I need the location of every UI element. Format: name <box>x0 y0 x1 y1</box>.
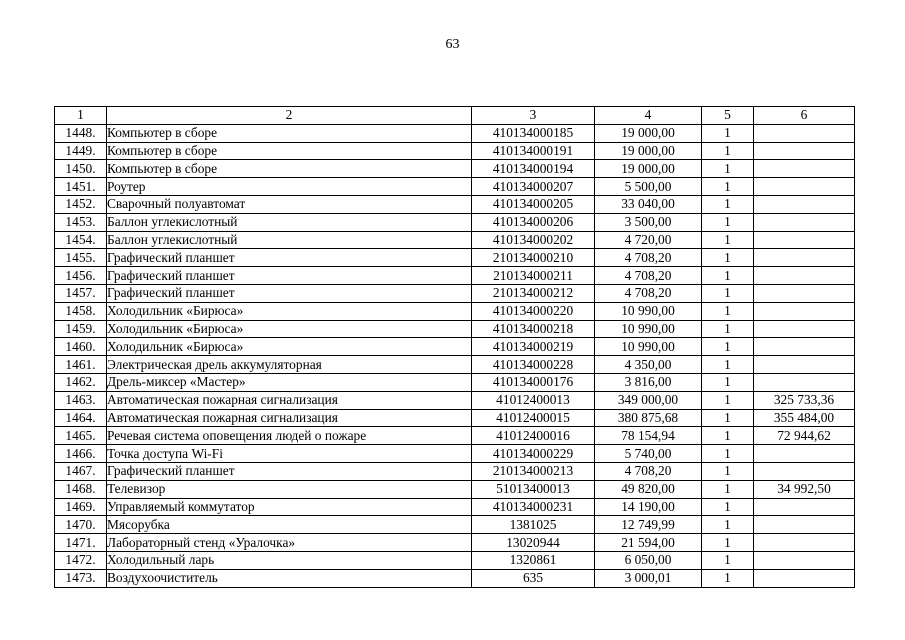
residual-value-cell <box>754 178 855 196</box>
column-header-6: 6 <box>754 107 855 125</box>
row-number-cell: 1456. <box>55 267 107 285</box>
row-number-cell: 1452. <box>55 195 107 213</box>
residual-value-cell <box>754 302 855 320</box>
cost-cell: 5 500,00 <box>595 178 702 196</box>
item-name-cell: Компьютер в сборе <box>107 142 472 160</box>
quantity-cell: 1 <box>702 427 754 445</box>
cost-cell: 12 749,99 <box>595 516 702 534</box>
row-number-cell: 1453. <box>55 213 107 231</box>
item-name-cell: Электрическая дрель аккумуляторная <box>107 356 472 374</box>
cost-cell: 3 000,01 <box>595 569 702 587</box>
item-name-cell: Холодильник «Бирюса» <box>107 302 472 320</box>
residual-value-cell <box>754 462 855 480</box>
residual-value-cell <box>754 213 855 231</box>
quantity-cell: 1 <box>702 569 754 587</box>
cost-cell: 19 000,00 <box>595 124 702 142</box>
cost-cell: 380 875,68 <box>595 409 702 427</box>
inventory-number-cell: 13020944 <box>472 534 595 552</box>
inventory-number-cell: 410134000206 <box>472 213 595 231</box>
quantity-cell: 1 <box>702 409 754 427</box>
item-name-cell: Дрель-миксер «Мастер» <box>107 373 472 391</box>
item-name-cell: Автоматическая пожарная сигнализация <box>107 391 472 409</box>
quantity-cell: 1 <box>702 391 754 409</box>
cost-cell: 19 000,00 <box>595 160 702 178</box>
residual-value-cell <box>754 231 855 249</box>
quantity-cell: 1 <box>702 498 754 516</box>
quantity-cell: 1 <box>702 551 754 569</box>
table-row <box>55 178 855 196</box>
item-name-cell: Телевизор <box>107 480 472 498</box>
table-row <box>55 534 855 552</box>
cost-cell: 4 708,20 <box>595 284 702 302</box>
column-header-1: 1 <box>55 107 107 125</box>
residual-value-cell: 325 733,36 <box>754 391 855 409</box>
table-row <box>55 160 855 178</box>
cost-cell: 4 350,00 <box>595 356 702 374</box>
inventory-number-cell: 410134000176 <box>472 373 595 391</box>
item-name-cell: Холодильник «Бирюса» <box>107 320 472 338</box>
item-name-cell: Холодильник «Бирюса» <box>107 338 472 356</box>
cost-cell: 4 708,20 <box>595 267 702 285</box>
table-row <box>55 462 855 480</box>
table-row <box>55 195 855 213</box>
header-row <box>55 107 855 125</box>
quantity-cell: 1 <box>702 231 754 249</box>
quantity-cell: 1 <box>702 480 754 498</box>
cost-cell: 10 990,00 <box>595 338 702 356</box>
cost-cell: 5 740,00 <box>595 445 702 463</box>
cost-cell: 19 000,00 <box>595 142 702 160</box>
quantity-cell: 1 <box>702 534 754 552</box>
item-name-cell: Графический планшет <box>107 284 472 302</box>
inventory-number-cell: 635 <box>472 569 595 587</box>
table-row <box>55 480 855 498</box>
row-number-cell: 1451. <box>55 178 107 196</box>
row-number-cell: 1464. <box>55 409 107 427</box>
residual-value-cell: 34 992,50 <box>754 480 855 498</box>
row-number-cell: 1449. <box>55 142 107 160</box>
quantity-cell: 1 <box>702 213 754 231</box>
row-number-cell: 1470. <box>55 516 107 534</box>
residual-value-cell <box>754 195 855 213</box>
inventory-number-cell: 410134000207 <box>472 178 595 196</box>
row-number-cell: 1463. <box>55 391 107 409</box>
inventory-number-cell: 410134000194 <box>472 160 595 178</box>
cost-cell: 78 154,94 <box>595 427 702 445</box>
residual-value-cell <box>754 320 855 338</box>
quantity-cell: 1 <box>702 338 754 356</box>
column-header-3: 3 <box>472 107 595 125</box>
item-name-cell: Речевая система оповещения людей о пожаре <box>107 427 472 445</box>
cost-cell: 4 720,00 <box>595 231 702 249</box>
quantity-cell: 1 <box>702 142 754 160</box>
row-number-cell: 1471. <box>55 534 107 552</box>
table-row <box>55 445 855 463</box>
row-number-cell: 1473. <box>55 569 107 587</box>
residual-value-cell <box>754 356 855 374</box>
inventory-number-cell: 1320861 <box>472 551 595 569</box>
table-row <box>55 569 855 587</box>
table-row <box>55 231 855 249</box>
inventory-number-cell: 410134000205 <box>472 195 595 213</box>
item-name-cell: Управляемый коммутатор <box>107 498 472 516</box>
residual-value-cell <box>754 124 855 142</box>
inventory-number-cell: 410134000191 <box>472 142 595 160</box>
item-name-cell: Роутер <box>107 178 472 196</box>
quantity-cell: 1 <box>702 195 754 213</box>
cost-cell: 49 820,00 <box>595 480 702 498</box>
row-number-cell: 1459. <box>55 320 107 338</box>
row-number-cell: 1448. <box>55 124 107 142</box>
cost-cell: 3 816,00 <box>595 373 702 391</box>
row-number-cell: 1455. <box>55 249 107 267</box>
cost-cell: 4 708,20 <box>595 462 702 480</box>
inventory-number-cell: 410134000202 <box>472 231 595 249</box>
table-row <box>55 551 855 569</box>
table-row <box>55 373 855 391</box>
table-row <box>55 302 855 320</box>
item-name-cell: Баллон углекислотный <box>107 231 472 249</box>
item-name-cell: Графический планшет <box>107 462 472 480</box>
residual-value-cell <box>754 284 855 302</box>
cost-cell: 6 050,00 <box>595 551 702 569</box>
table-row <box>55 409 855 427</box>
inventory-number-cell: 410134000231 <box>472 498 595 516</box>
residual-value-cell <box>754 338 855 356</box>
inventory-number-cell: 410134000218 <box>472 320 595 338</box>
table-row <box>55 267 855 285</box>
table-row <box>55 142 855 160</box>
quantity-cell: 1 <box>702 160 754 178</box>
quantity-cell: 1 <box>702 284 754 302</box>
item-name-cell: Точка доступа Wi-Fi <box>107 445 472 463</box>
residual-value-cell <box>754 551 855 569</box>
cost-cell: 14 190,00 <box>595 498 702 516</box>
table-row <box>55 356 855 374</box>
row-number-cell: 1461. <box>55 356 107 374</box>
residual-value-cell <box>754 160 855 178</box>
cost-cell: 21 594,00 <box>595 534 702 552</box>
quantity-cell: 1 <box>702 178 754 196</box>
inventory-number-cell: 210134000213 <box>472 462 595 480</box>
inventory-number-cell: 41012400015 <box>472 409 595 427</box>
inventory-number-cell: 1381025 <box>472 516 595 534</box>
table-row <box>55 249 855 267</box>
row-number-cell: 1462. <box>55 373 107 391</box>
quantity-cell: 1 <box>702 462 754 480</box>
item-name-cell: Лабораторный стенд «Уралочка» <box>107 534 472 552</box>
item-name-cell: Мясорубка <box>107 516 472 534</box>
item-name-cell: Компьютер в сборе <box>107 124 472 142</box>
inventory-number-cell: 210134000212 <box>472 284 595 302</box>
row-number-cell: 1457. <box>55 284 107 302</box>
residual-value-cell <box>754 569 855 587</box>
residual-value-cell <box>754 267 855 285</box>
row-number-cell: 1466. <box>55 445 107 463</box>
item-name-cell: Сварочный полуавтомат <box>107 195 472 213</box>
table-row <box>55 320 855 338</box>
table-header <box>55 107 855 125</box>
residual-value-cell <box>754 516 855 534</box>
table-row <box>55 124 855 142</box>
quantity-cell: 1 <box>702 445 754 463</box>
item-name-cell: Графический планшет <box>107 267 472 285</box>
row-number-cell: 1458. <box>55 302 107 320</box>
quantity-cell: 1 <box>702 373 754 391</box>
cost-cell: 349 000,00 <box>595 391 702 409</box>
table-body <box>55 124 855 587</box>
row-number-cell: 1450. <box>55 160 107 178</box>
residual-value-cell <box>754 445 855 463</box>
quantity-cell: 1 <box>702 302 754 320</box>
item-name-cell: Графический планшет <box>107 249 472 267</box>
quantity-cell: 1 <box>702 356 754 374</box>
row-number-cell: 1469. <box>55 498 107 516</box>
table-row <box>55 498 855 516</box>
cost-cell: 10 990,00 <box>595 320 702 338</box>
row-number-cell: 1472. <box>55 551 107 569</box>
row-number-cell: 1465. <box>55 427 107 445</box>
table-row <box>55 338 855 356</box>
row-number-cell: 1460. <box>55 338 107 356</box>
table-row <box>55 391 855 409</box>
inventory-number-cell: 41012400013 <box>472 391 595 409</box>
residual-value-cell <box>754 534 855 552</box>
row-number-cell: 1468. <box>55 480 107 498</box>
residual-value-cell: 355 484,00 <box>754 409 855 427</box>
residual-value-cell: 72 944,62 <box>754 427 855 445</box>
quantity-cell: 1 <box>702 320 754 338</box>
cost-cell: 4 708,20 <box>595 249 702 267</box>
column-header-5: 5 <box>702 107 754 125</box>
inventory-number-cell: 410134000220 <box>472 302 595 320</box>
table-row <box>55 213 855 231</box>
quantity-cell: 1 <box>702 516 754 534</box>
item-name-cell: Автоматическая пожарная сигнализация <box>107 409 472 427</box>
cost-cell: 33 040,00 <box>595 195 702 213</box>
inventory-number-cell: 210134000210 <box>472 249 595 267</box>
item-name-cell: Баллон углекислотный <box>107 213 472 231</box>
page-number: 63 <box>445 37 460 52</box>
item-name-cell: Компьютер в сборе <box>107 160 472 178</box>
residual-value-cell <box>754 142 855 160</box>
row-number-cell: 1467. <box>55 462 107 480</box>
residual-value-cell <box>754 373 855 391</box>
row-number-cell: 1454. <box>55 231 107 249</box>
residual-value-cell <box>754 498 855 516</box>
column-header-2: 2 <box>107 107 472 125</box>
item-name-cell: Воздухоочиститель <box>107 569 472 587</box>
inventory-number-cell: 410134000228 <box>472 356 595 374</box>
table-row <box>55 427 855 445</box>
inventory-number-cell: 410134000185 <box>472 124 595 142</box>
table-row <box>55 284 855 302</box>
cost-cell: 10 990,00 <box>595 302 702 320</box>
inventory-number-cell: 51013400013 <box>472 480 595 498</box>
inventory-number-cell: 210134000211 <box>472 267 595 285</box>
quantity-cell: 1 <box>702 249 754 267</box>
residual-value-cell <box>754 249 855 267</box>
table-row <box>55 516 855 534</box>
inventory-number-cell: 41012400016 <box>472 427 595 445</box>
column-header-4: 4 <box>595 107 702 125</box>
quantity-cell: 1 <box>702 124 754 142</box>
quantity-cell: 1 <box>702 267 754 285</box>
inventory-number-cell: 410134000229 <box>472 445 595 463</box>
cost-cell: 3 500,00 <box>595 213 702 231</box>
inventory-table <box>54 106 855 588</box>
inventory-number-cell: 410134000219 <box>472 338 595 356</box>
item-name-cell: Холодильный ларь <box>107 551 472 569</box>
